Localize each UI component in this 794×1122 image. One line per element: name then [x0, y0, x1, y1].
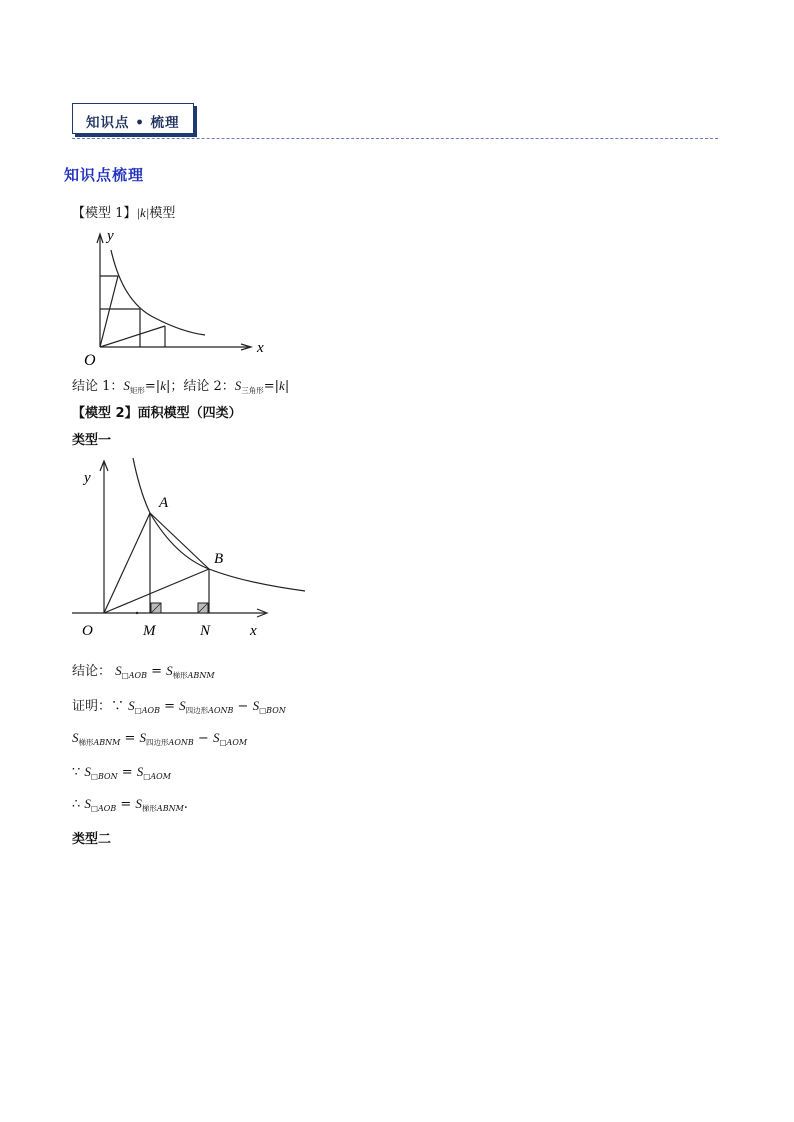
m2-axis-dot [136, 612, 138, 614]
model1-title-k: |k| [136, 205, 150, 220]
model1-title-prefix: 【模型 1】 [72, 206, 137, 221]
m2-label-M: M [143, 623, 156, 639]
m2-y-label: y [84, 470, 91, 486]
c2-k: k [279, 378, 285, 393]
c2-close: | [284, 379, 290, 394]
model2-type1-heading: 类型一 [72, 433, 112, 448]
m2-therefore-sym: ∴ [72, 797, 81, 812]
m2-S: S [115, 663, 122, 678]
m2-label-N: N [200, 623, 211, 639]
c1-close: |； [165, 379, 184, 394]
c1-S: S [123, 378, 130, 393]
c1-sub: 矩形 [129, 386, 145, 395]
m2-label-B: B [214, 551, 224, 567]
m2-tri-sym: □ [90, 804, 99, 813]
m2-quad-sub: AONB [208, 706, 234, 715]
section-title: 知识点梳理 [64, 166, 145, 184]
m2-S: S [212, 730, 220, 745]
m2-conclusion-label: 结论： [72, 664, 112, 679]
m2-period: . [183, 797, 188, 812]
m2-eq: = [151, 664, 163, 679]
m2-tri-sym: □ [90, 772, 99, 781]
m2-sub-aob: AOB [141, 706, 160, 715]
m2-proof-line2 [72, 730, 247, 748]
m2-S: S [139, 730, 147, 745]
m2-eq: = [120, 797, 132, 812]
m2-trap-sub: ABNM [187, 671, 215, 680]
m2-tri-sym: □ [121, 671, 129, 680]
m2-quad-sub: AONB [168, 738, 194, 747]
c2-eq: =| [263, 379, 280, 394]
m2-proof-line3 [72, 764, 171, 781]
m2-eq: = [124, 731, 136, 746]
m2-S: S [136, 764, 144, 779]
m2-tri-sym: □ [259, 706, 267, 715]
m1-triangle-edge1 [100, 276, 118, 347]
m2-sub-aom: AOM [150, 772, 171, 781]
m2-trap-cn: 梯形 [78, 738, 94, 747]
c1-k: k [160, 378, 166, 393]
m2-x-label: x [250, 623, 257, 639]
m2-S: S [135, 796, 142, 811]
m2-eq: = [121, 765, 133, 780]
m2-origin-label: O [82, 623, 93, 639]
m2-because-sym: ∵ [111, 699, 125, 714]
m2-quad-cn: 四边形 [185, 706, 209, 715]
m2-segment-AB [150, 513, 209, 569]
m2-S: S [128, 698, 135, 713]
m2-tri-sym: □ [134, 706, 142, 715]
m1-x-label: x [257, 340, 264, 356]
c1-eq: =| [144, 379, 161, 394]
m2-sub-bon: BON [98, 772, 118, 781]
m2-trap-sub: ABNM [156, 804, 184, 813]
m2-conclusion-line [72, 660, 215, 681]
m2-eq: = [164, 699, 176, 714]
c2-sub: 三角形 [241, 386, 264, 395]
model1-title-suffix: 模型 [149, 206, 176, 221]
section-tab-label: 知识点 • 梳理 [86, 115, 180, 131]
m2-S: S [252, 698, 260, 713]
model2-type2-heading: 类型二 [72, 832, 112, 847]
m2-minus: − [197, 731, 209, 746]
m2-sub-aob: AOB [98, 804, 117, 813]
m2-proof-line1 [72, 695, 286, 716]
c2-label: 结论 2： [183, 379, 235, 394]
m2-minus: − [237, 699, 249, 714]
m1-triangle-edge2 [100, 326, 165, 347]
m2-proof-line4 [72, 796, 188, 814]
m2-segment-OA [104, 513, 150, 613]
m2-trap-cn: 梯形 [141, 804, 157, 813]
m2-label-A: A [159, 495, 169, 511]
m2-proof-label: 证明： [72, 699, 112, 714]
m2-hyperbola [133, 458, 305, 591]
m2-S: S [84, 796, 91, 811]
m2-S: S [166, 663, 173, 678]
m2-because-sym: ∵ [72, 765, 81, 780]
m2-sub-aob: AOB [128, 671, 147, 680]
m2-trap-cn: 梯形 [172, 671, 188, 680]
c1-label: 结论 1： [72, 379, 124, 394]
m1-hyperbola [111, 250, 205, 335]
m2-trap-sub: ABNM [93, 738, 121, 747]
m2-tri-sym: □ [143, 772, 151, 781]
m2-tri-sym: □ [219, 738, 227, 747]
m2-sub-bon: BON [266, 706, 286, 715]
m1-origin-label: O [84, 352, 96, 369]
m2-S: S [179, 698, 186, 713]
m1-y-label: y [107, 228, 114, 244]
m2-quad-cn: 四边形 [146, 738, 169, 747]
model1-conclusions [72, 375, 289, 396]
m2-S: S [72, 730, 79, 745]
model2-title: 【模型 2】面积模型（四类） [72, 406, 242, 421]
m2-sub-aom: AOM [226, 738, 248, 747]
m2-S: S [84, 764, 91, 779]
c2-S: S [234, 378, 242, 393]
